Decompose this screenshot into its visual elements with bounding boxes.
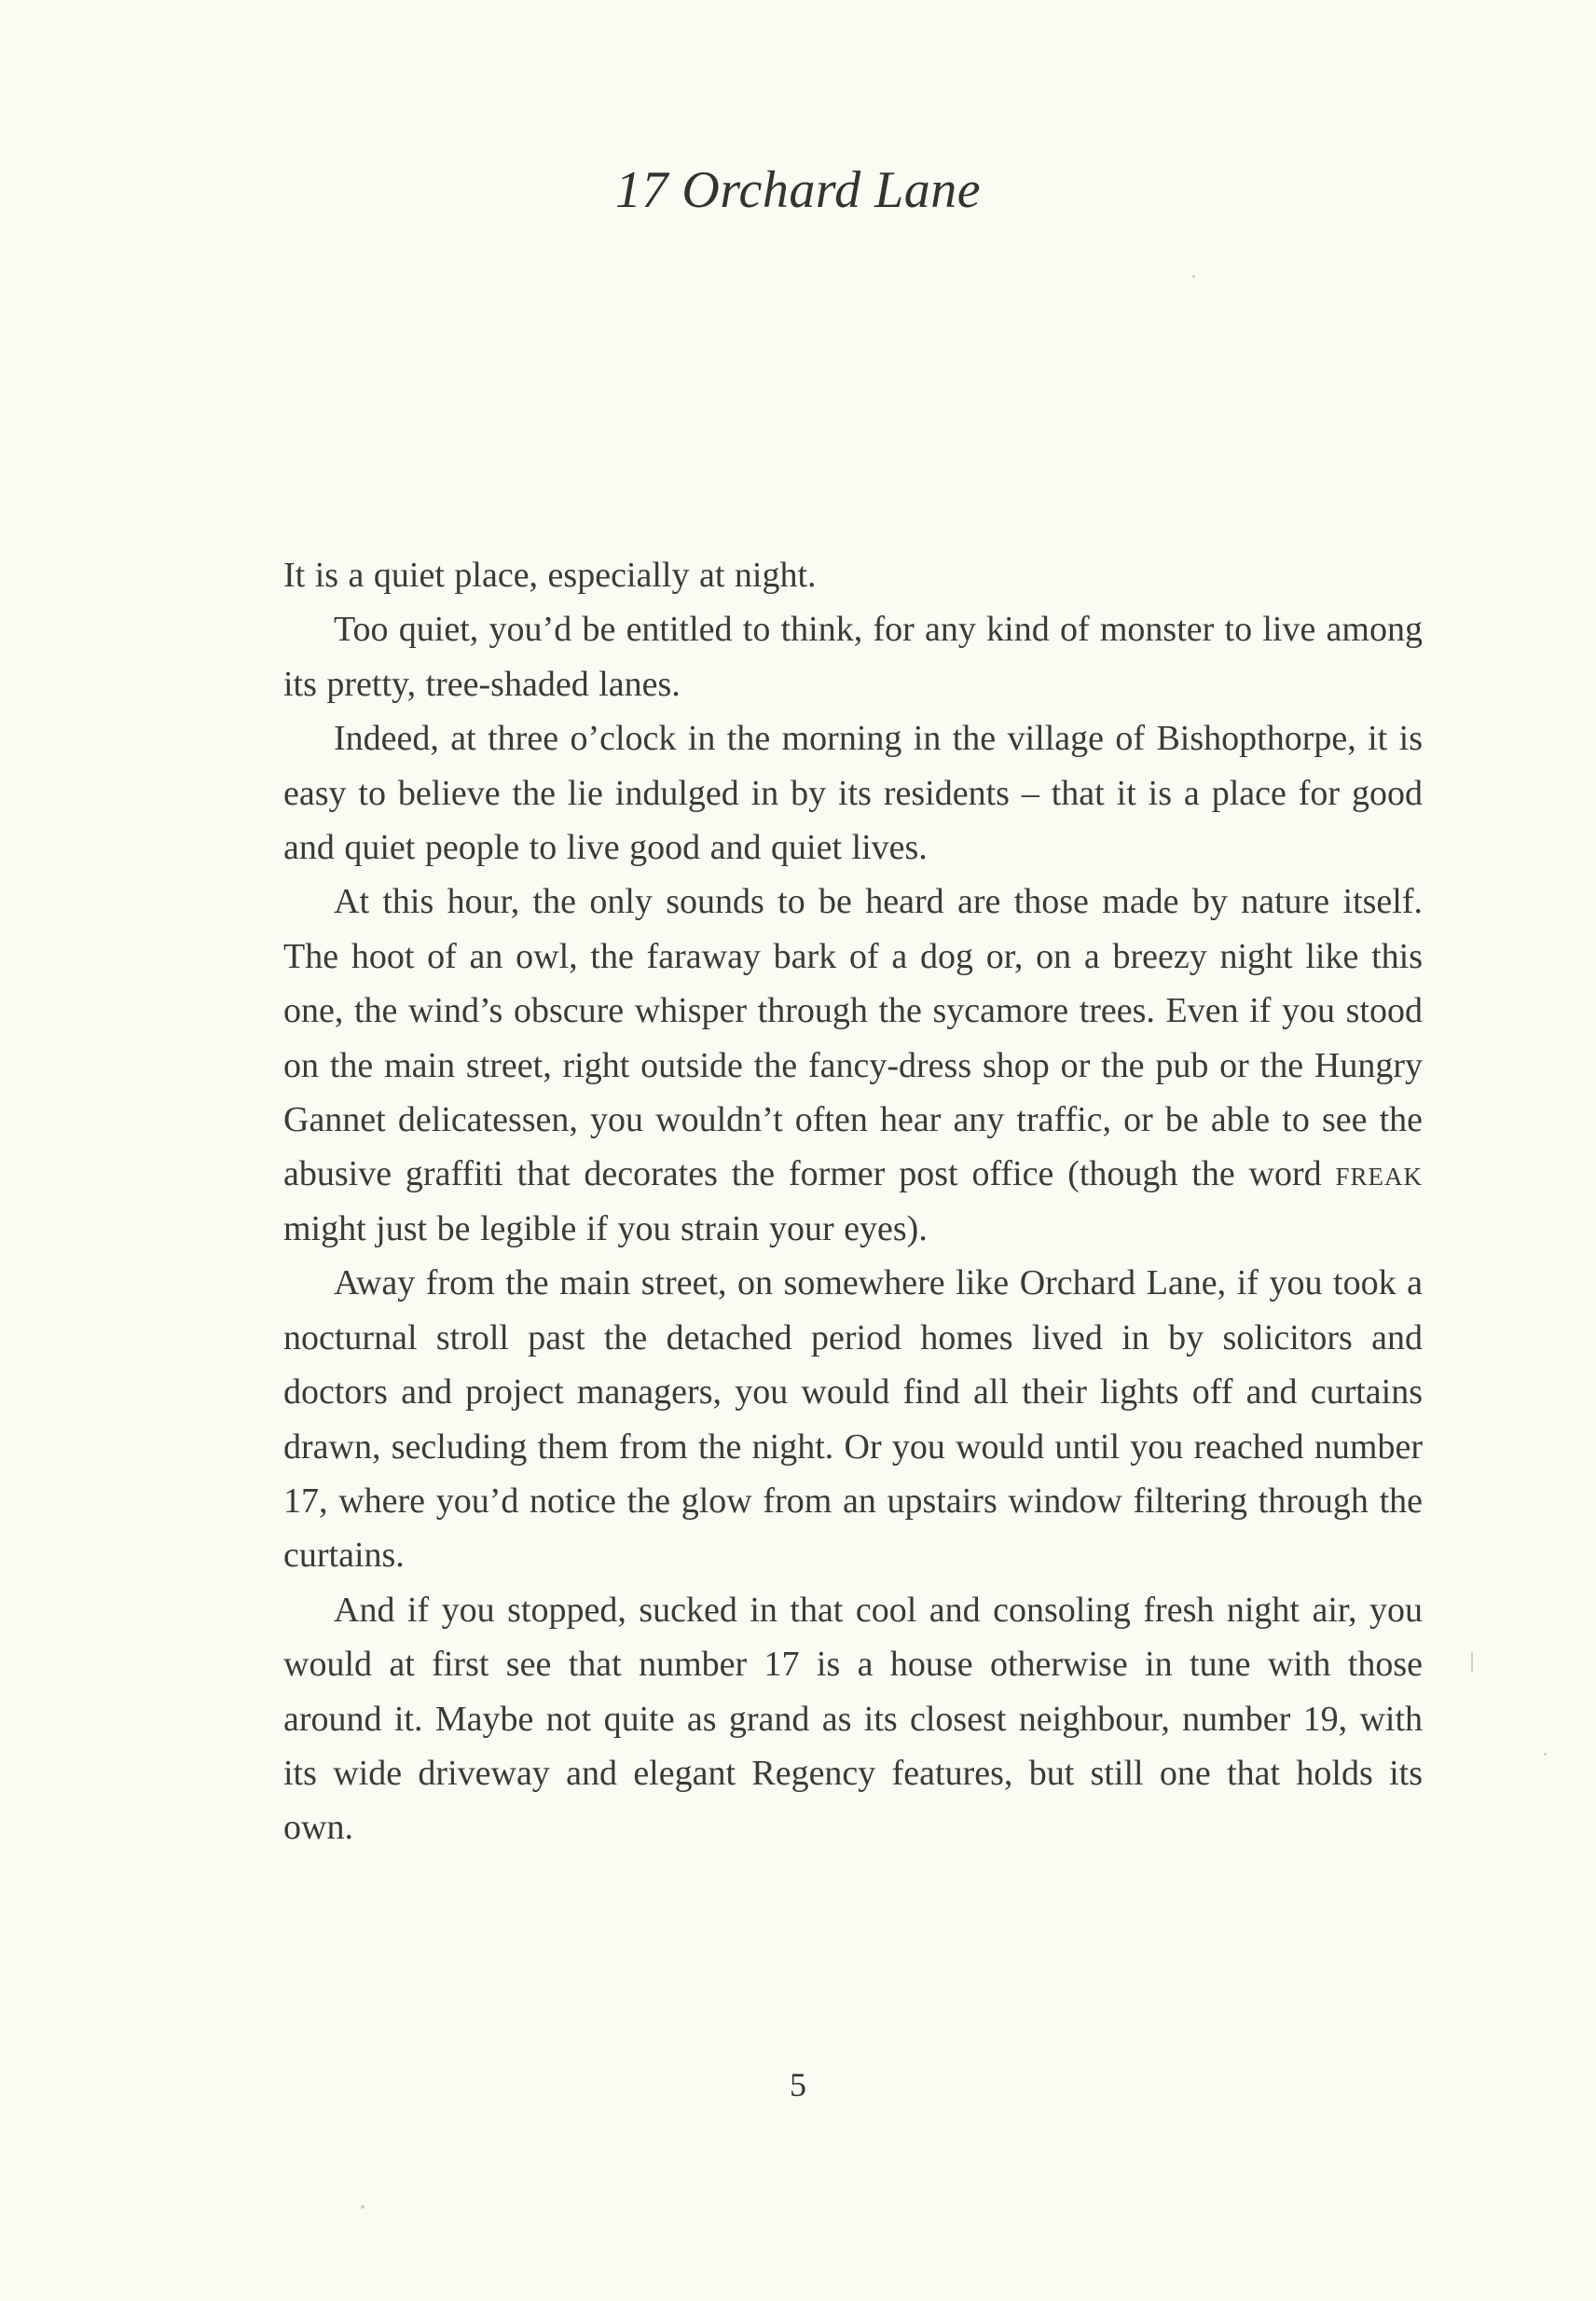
page-number: 5 (790, 2066, 806, 2103)
paper-speck (361, 2205, 365, 2209)
paragraph-4 (283, 875, 1423, 1256)
paragraph-2: Too quiet, you’d be entitled to think, for any kind of monster to live among its pretty, tree-shaded lanes. (283, 610, 1423, 704)
chapter-title: 17 Orchard Lane (614, 161, 982, 219)
paragraph-4-text: At this hour, the only sounds to be heard are those made by nature itself. The hoot of an owl, the faraway bark of a dog or, on a breezy night like this one, the wind’s obscure whisper through the sycamore trees. Even if you stood on the main street, right outside the fancy-dress shop or the pub or the Hungry Gannet delicatessen, you wouldn’t often hear any traffic, or be able to see the abusive graffiti that decorates the former post office (though the word (283, 882, 1423, 1194)
paragraph-1: It is a quiet place, especially at night. (283, 556, 817, 595)
paragraph-5: Away from the main street, on somewhere like Orchard Lane, if you took a nocturnal stroll past the detached period homes lived in by solicitors and doctors and project managers, you would find all their lights off and curtains drawn, secluding them from the night. Or you would until you reached number 17, where you’d notice the glow from an upstairs window filtering through the curtains. (283, 1263, 1423, 1576)
paragraph-6: And if you stopped, sucked in that cool and consoling fresh night air, you would at first see that number 17 is a house otherwise in tune with those around it. Maybe not quite as grand as its closest neighbour, number 19, with its wide driveway and elegant Regency features, but still one that holds its own. (283, 1590, 1423, 1848)
paper-speck (1192, 275, 1195, 278)
chapter-body (283, 548, 1423, 1855)
graffiti-word: freak (1335, 1154, 1424, 1194)
paper-speck (1471, 1652, 1473, 1673)
paper-speck (1544, 1753, 1547, 1756)
paragraph-3: Indeed, at three o’clock in the morning in the village of Bishopthorpe, it is easy to believe the lie indulged in by its residents – that it is a place for good and quiet people to live good and quiet lives. (283, 719, 1423, 868)
paragraph-4-tail: might just be legible if you strain your eyes). (283, 1208, 928, 1248)
